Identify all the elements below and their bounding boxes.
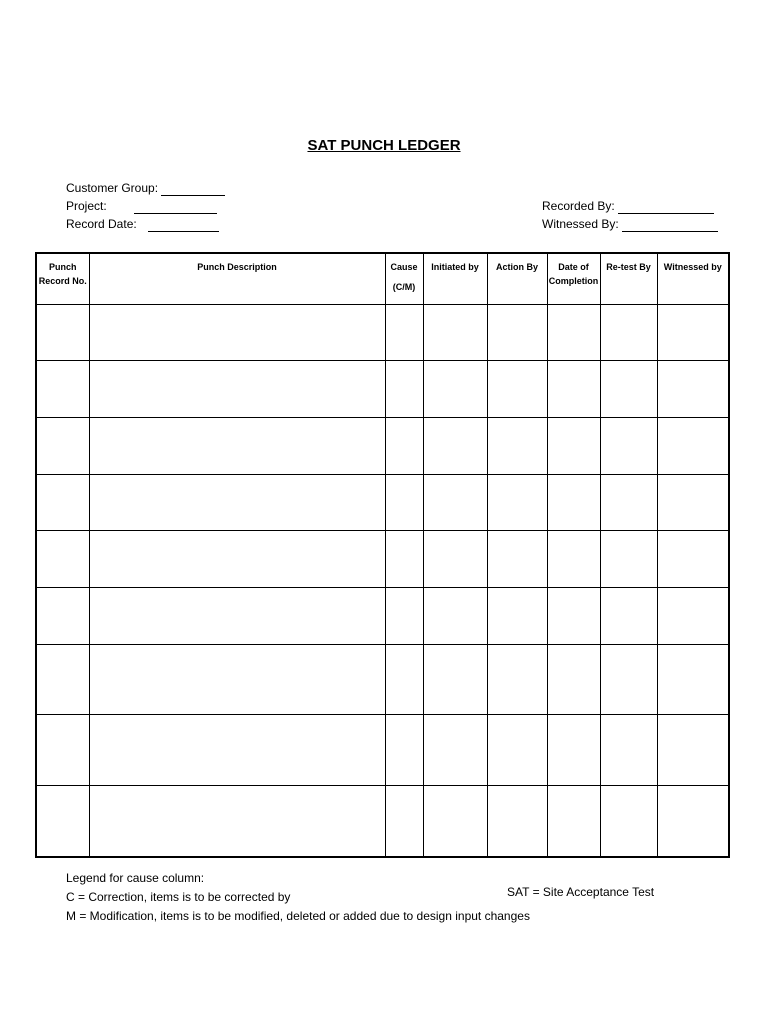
date-cell[interactable] (547, 786, 600, 857)
record-no-cell[interactable] (36, 645, 89, 715)
witnessed-by-cell[interactable] (657, 531, 729, 588)
recorded-by-line[interactable] (618, 201, 714, 214)
description-cell[interactable] (89, 531, 385, 588)
table-row (36, 531, 729, 588)
witnessed-by-line[interactable] (622, 219, 718, 232)
project-label: Project: (66, 199, 107, 213)
description-cell[interactable] (89, 645, 385, 715)
witnessed-by-field (542, 216, 718, 232)
witnessed-by-label: Witnessed By: (542, 217, 619, 231)
retest-by-cell[interactable] (600, 475, 657, 531)
legend-modification: M = Modification, items is to be modified, deleted or added due to design input changes (66, 909, 530, 923)
header-punch-description: Punch Description (89, 253, 385, 305)
witnessed-by-cell[interactable] (657, 475, 729, 531)
action-by-cell[interactable] (487, 475, 547, 531)
record-no-cell[interactable] (36, 786, 89, 857)
header-cause (385, 253, 423, 305)
witnessed-by-cell[interactable] (657, 305, 729, 361)
customer-group-line[interactable] (161, 183, 225, 196)
date-cell[interactable] (547, 531, 600, 588)
date-cell[interactable] (547, 645, 600, 715)
punch-ledger-table (35, 252, 730, 858)
cause-cell[interactable] (385, 645, 423, 715)
table-row (36, 588, 729, 645)
date-cell[interactable] (547, 305, 600, 361)
initiated-by-cell[interactable] (423, 715, 487, 786)
cause-cell[interactable] (385, 588, 423, 645)
action-by-cell[interactable] (487, 305, 547, 361)
page-title (0, 137, 768, 154)
table-row (36, 361, 729, 418)
cause-cell[interactable] (385, 786, 423, 857)
retest-by-cell[interactable] (600, 588, 657, 645)
table-row (36, 645, 729, 715)
action-by-cell[interactable] (487, 786, 547, 857)
record-no-cell[interactable] (36, 715, 89, 786)
cause-cell[interactable] (385, 475, 423, 531)
witnessed-by-cell[interactable] (657, 588, 729, 645)
initiated-by-cell[interactable] (423, 786, 487, 857)
initiated-by-cell[interactable] (423, 418, 487, 475)
header-cause-code: (C/M) (392, 282, 416, 292)
date-cell[interactable] (547, 418, 600, 475)
legend-correction: C = Correction, items is to be corrected by (66, 890, 291, 904)
retest-by-cell[interactable] (600, 531, 657, 588)
record-date-label: Record Date: (66, 217, 137, 231)
retest-by-cell[interactable] (600, 715, 657, 786)
project-line[interactable] (134, 201, 217, 214)
initiated-by-cell[interactable] (423, 588, 487, 645)
table-header-row (36, 253, 729, 305)
initiated-by-cell[interactable] (423, 531, 487, 588)
action-by-cell[interactable] (487, 361, 547, 418)
description-cell[interactable] (89, 715, 385, 786)
initiated-by-cell[interactable] (423, 361, 487, 418)
date-cell[interactable] (547, 588, 600, 645)
header-initiated-by: Initiated by (423, 253, 487, 305)
retest-by-cell[interactable] (600, 418, 657, 475)
action-by-cell[interactable] (487, 715, 547, 786)
customer-group-label: Customer Group: (66, 181, 159, 195)
description-cell[interactable] (89, 361, 385, 418)
cause-cell[interactable] (385, 305, 423, 361)
header-date-of-completion: Date of Completion (547, 253, 600, 305)
header-action-by: Action By (487, 253, 547, 305)
cause-cell[interactable] (385, 531, 423, 588)
date-cell[interactable] (547, 475, 600, 531)
witnessed-by-cell[interactable] (657, 418, 729, 475)
description-cell[interactable] (89, 786, 385, 857)
header-retest-by: Re-test By (600, 253, 657, 305)
record-no-cell[interactable] (36, 475, 89, 531)
header-witnessed-by: Witnessed by (657, 253, 729, 305)
project-field (66, 198, 217, 214)
customer-group-field (66, 180, 225, 196)
initiated-by-cell[interactable] (423, 305, 487, 361)
record-date-line[interactable] (148, 219, 219, 232)
witnessed-by-cell[interactable] (657, 715, 729, 786)
witnessed-by-cell[interactable] (657, 361, 729, 418)
legend (66, 869, 530, 926)
description-cell[interactable] (89, 305, 385, 361)
recorded-by-label: Recorded By: (542, 199, 615, 213)
cause-cell[interactable] (385, 715, 423, 786)
date-cell[interactable] (547, 715, 600, 786)
action-by-cell[interactable] (487, 588, 547, 645)
description-cell[interactable] (89, 588, 385, 645)
record-no-cell[interactable] (36, 305, 89, 361)
table-body (36, 305, 729, 857)
record-no-cell[interactable] (36, 588, 89, 645)
table-row (36, 475, 729, 531)
record-no-cell[interactable] (36, 361, 89, 418)
retest-by-cell[interactable] (600, 305, 657, 361)
legend-sat: SAT = Site Acceptance Test (507, 885, 655, 899)
retest-by-cell[interactable] (600, 786, 657, 857)
header-cause-label: Cause (390, 262, 418, 272)
table-row (36, 715, 729, 786)
table-row (36, 418, 729, 475)
header-punch-record-no: Punch Record No. (36, 253, 89, 305)
title-text: SAT PUNCH LEDGER (307, 137, 461, 154)
description-cell[interactable] (89, 475, 385, 531)
witnessed-by-cell[interactable] (657, 786, 729, 857)
action-by-cell[interactable] (487, 418, 547, 475)
table-row (36, 305, 729, 361)
cause-cell[interactable] (385, 361, 423, 418)
cause-cell[interactable] (385, 418, 423, 475)
date-cell[interactable] (547, 361, 600, 418)
retest-by-cell[interactable] (600, 645, 657, 715)
record-no-cell[interactable] (36, 531, 89, 588)
retest-by-cell[interactable] (600, 361, 657, 418)
legend-heading: Legend for cause column: (66, 871, 205, 885)
recorded-by-field (542, 198, 714, 214)
record-no-cell[interactable] (36, 418, 89, 475)
action-by-cell[interactable] (487, 645, 547, 715)
record-date-field (66, 216, 219, 232)
description-cell[interactable] (89, 418, 385, 475)
table-row (36, 786, 729, 857)
witnessed-by-cell[interactable] (657, 645, 729, 715)
initiated-by-cell[interactable] (423, 475, 487, 531)
action-by-cell[interactable] (487, 531, 547, 588)
initiated-by-cell[interactable] (423, 645, 487, 715)
